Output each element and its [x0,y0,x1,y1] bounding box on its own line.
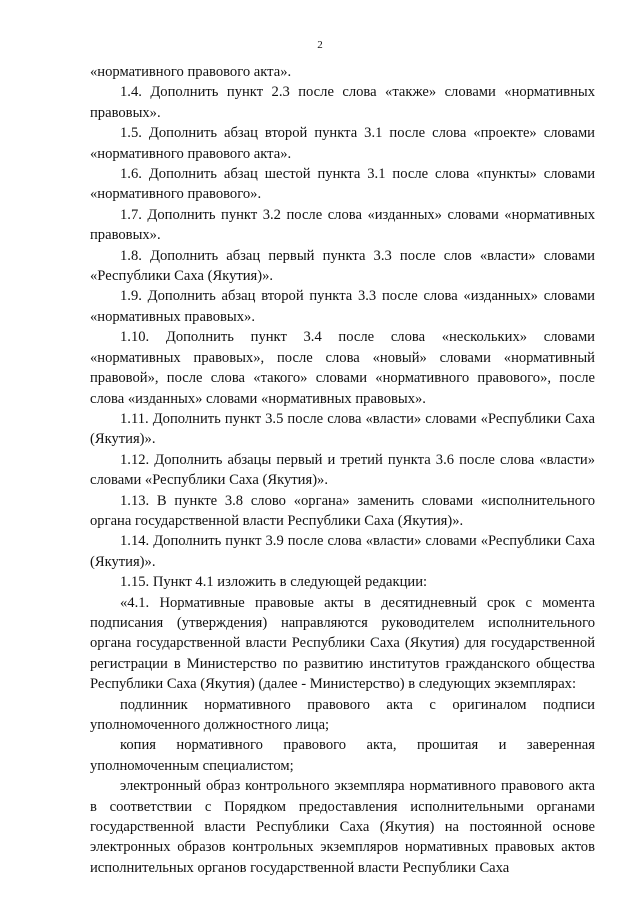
paragraph: 1.10. Дополнить пункт 3.4 после слова «нескольких» словами «нормативных правовых», после слова «новый» словами «нормативный правовой», после слова «такого» словами «нормативного правового», после слова «изданных» словами «нормативных правовых». [90,329,595,407]
paragraph: 1.5. Дополнить абзац второй пункта 3.1 после слова «проекте» словами «нормативного правового акта». [90,125,595,162]
paragraph: 1.14. Дополнить пункт 3.9 после слова «власти» словами «Республики Саха (Якутия)». [90,533,595,570]
paragraph: 1.11. Дополнить пункт 3.5 после слова «власти» словами «Республики Саха (Якутия)». [90,410,595,448]
page-number: 2 [317,39,323,51]
paragraph: 1.12. Дополнить абзацы первый и третий пункта 3.6 после слова «власти» словами «Республики Саха (Якутия)». [90,451,595,489]
paragraph: 1.7. Дополнить пункт 3.2 после слова «изданных» словами «нормативных правовых». [90,206,595,244]
paragraph: 1.8. Дополнить абзац первый пункта 3.3 после слов «власти» словами «Республики Саха (Якутия)». [90,247,595,285]
document-body [90,62,595,878]
paragraph: подлинник нормативного правового акта с оригиналом подписи уполномоченного должностного лица; [90,696,595,733]
paragraph: 1.6. Дополнить абзац шестой пункта 3.1 после слова «пункты» словами «нормативного правового». [90,166,595,203]
paragraph: копия нормативного правового акта, прошитая и заверенная уполномоченным специалистом; [90,737,595,774]
paragraph: 1.9. Дополнить абзац второй пункта 3.3 после слова «изданных» словами «нормативных правовых». [90,288,595,325]
paragraph: 1.13. В пункте 3.8 слово «органа» заменить словами «исполнительного органа государственной власти Республики Саха (Якутия)». [90,492,595,529]
paragraph: «нормативного правового акта». [90,64,292,80]
paragraph: 1.4. Дополнить пункт 2.3 после слова «также» словами «нормативных правовых». [90,84,595,121]
paragraph: электронный образ контрольного экземпляра нормативного правового акта в соответствии с Порядком предоставления исполнительными органами государственной власти Республики Саха (Якутия) на постоянной основе электронных образов контрольных экземпляров нормативных правовых актов исполнительных органов государственной власти Республики Саха [90,778,595,876]
paragraph: «4.1. Нормативные правовые акты в десятидневный срок с момента подписания (утверждения) направляются руководителем исполнительного органа государственной власти Республики Саха (Якутия) для государственной регистрации в Министерство по развитию институтов гражданского общества Республики Саха (Якутия) (далее - Министерство) в следующих экземплярах: [90,594,595,693]
paragraph: 1.15. Пункт 4.1 изложить в следующей редакции: [120,574,428,591]
